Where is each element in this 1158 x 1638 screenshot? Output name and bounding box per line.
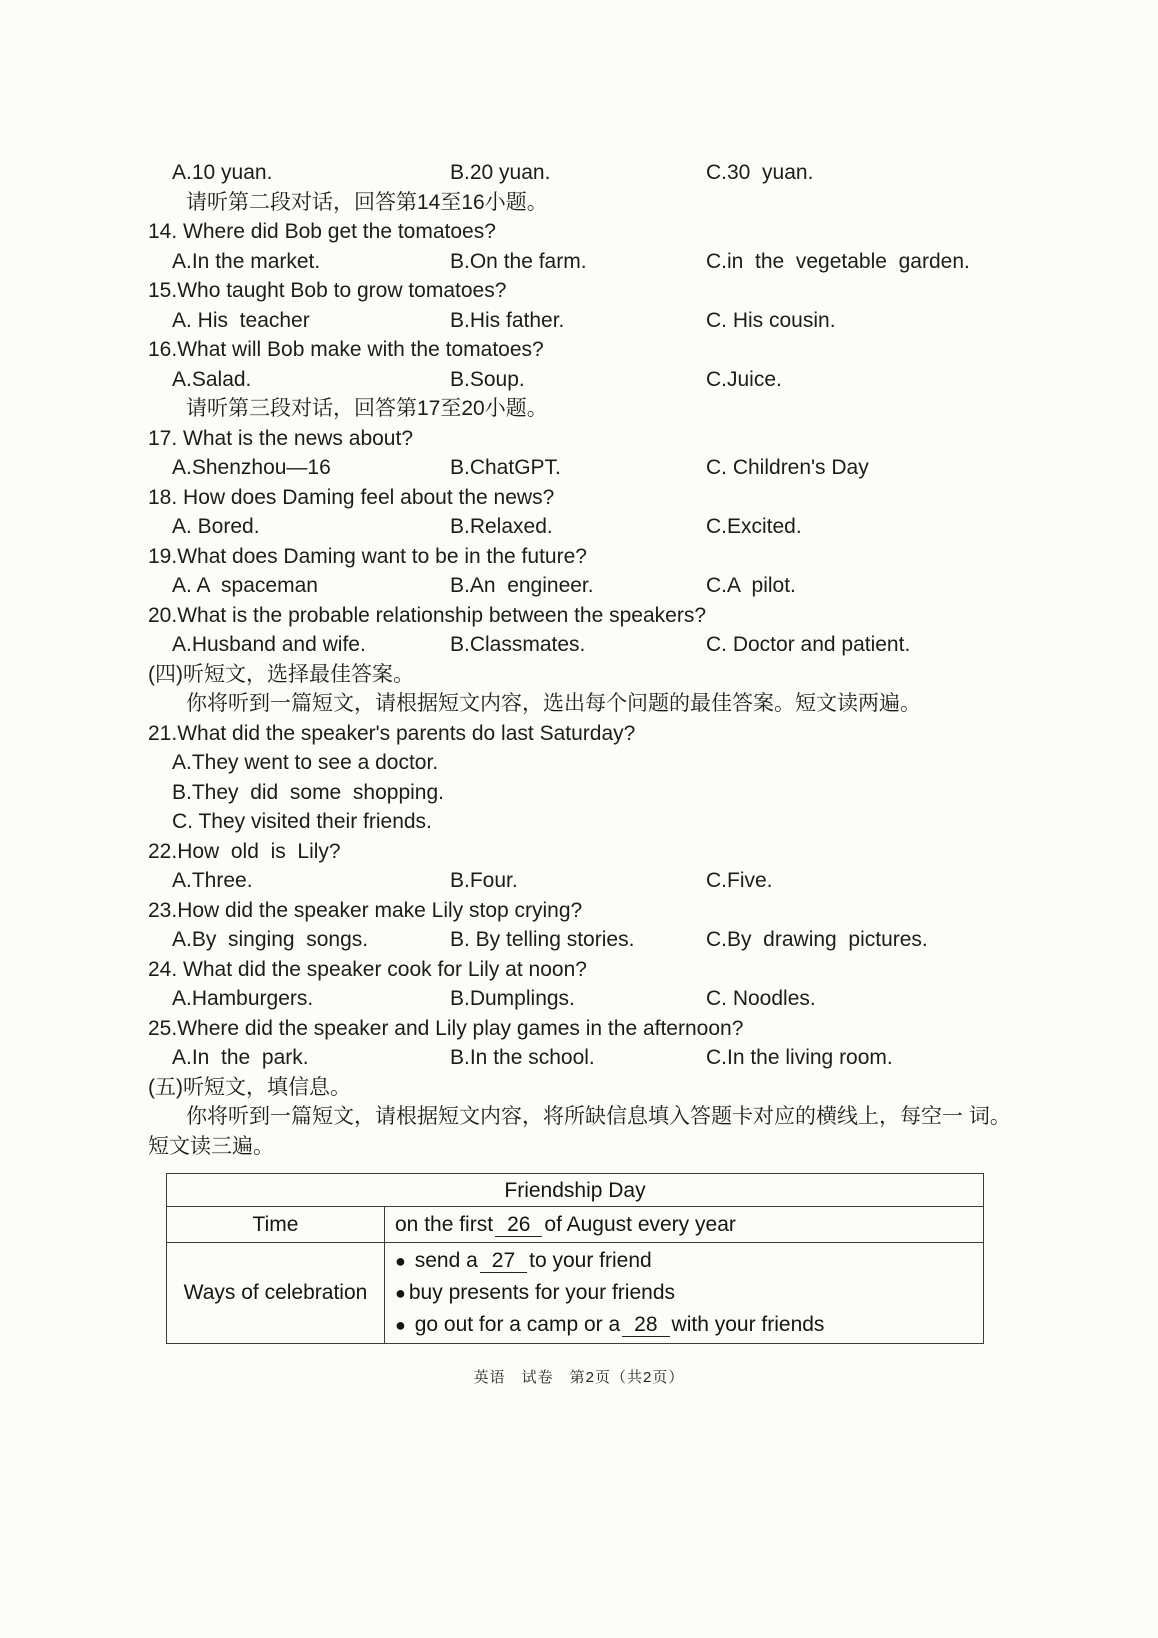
options-row [148,306,1040,336]
option-a: A.10 yuan. [172,161,273,184]
option-a: A.In the market. [172,249,321,273]
option-b: B.On the farm. [450,249,587,273]
table-text: go out for a camp or a [408,1313,621,1336]
question-line: 18. How does Daming feel about the news? [148,485,555,509]
fill-in-blank-number: 27 [480,1249,527,1273]
option-a: A.In the park. [172,1046,309,1069]
option-b: B.His father. [450,308,565,332]
question-line: 14. Where did Bob get the tomatoes? [148,220,496,243]
option-a: A.Husband and wife. [172,633,366,656]
option-c: C. Children's Day [706,456,869,479]
options-row [148,247,1040,277]
options-row [148,984,1040,1014]
option-a: A.Shenzhou—16 [172,456,331,479]
table-row-label: Time [167,1207,385,1242]
table-row-label: Ways of celebration [167,1243,385,1343]
options-row [148,453,1040,483]
question-line: 19.What does Daming want to be in the future? [148,544,587,568]
table-row-content [385,1207,983,1242]
option-b: B.In the school. [450,1046,595,1069]
options-row [148,571,1040,601]
table-text: buy presents for your friends [408,1281,676,1304]
options-row [148,158,1040,188]
chinese-text: 短文读三遍。 [148,1134,274,1158]
option-c: C.A pilot. [706,574,796,597]
option-b: B.Classmates. [450,633,586,656]
option-c: C.30 yuan. [706,161,814,184]
option-b: B.ChatGPT. [450,456,561,479]
friendship-day-table [166,1173,984,1344]
table-text: send a [408,1249,478,1272]
option-a: A. A spaceman [172,574,318,597]
table-content-line [395,1245,973,1277]
option-a: A.Salad. [172,367,252,391]
section-heading: (五)听短文，填信息。 [148,1075,351,1099]
table-content-line [395,1309,973,1341]
question-line: 15.Who taught Bob to grow tomatoes? [148,279,507,302]
section-heading: (四)听短文，选择最佳答案。 [148,662,414,686]
table-title: Friendship Day [167,1174,983,1207]
table-content-line [395,1277,973,1309]
table-row [167,1207,983,1243]
option-c: C. His cousin. [706,308,836,332]
page-footer: 英语 试卷 第2页（共2页） [473,1369,685,1386]
chinese-instruction: 你将听到一篇短文，请根据短文内容，将所缺信息填入答题卡对应的横线上，每空一 词。 [186,1105,1011,1128]
bullet-icon: ● [395,1283,406,1303]
table-text: to your friend [529,1249,652,1272]
option-b: B.An engineer. [450,574,594,597]
option-c: C. Doctor and patient. [706,633,911,656]
question-line: 25.Where did the speaker and Lily play games in the afternoon? [148,1016,744,1040]
option-a: A.Three. [172,869,253,892]
option-b: B.Soup. [450,367,525,391]
option-line: A.They went to see a doctor. [172,751,439,774]
option-b: B.Dumplings. [450,987,575,1010]
question-line: 22.How old is Lily? [148,839,341,863]
option-b: B.Four. [450,869,518,892]
table-text: on the first [395,1213,494,1236]
options-row [148,1043,1040,1073]
option-c: C.Five. [706,869,773,892]
options-row [148,512,1040,542]
question-line: 21.What did the speaker's parents do last Saturday? [148,721,636,745]
chinese-instruction: 请听第三段对话，回答第17至20小题。 [186,397,548,420]
table-row [167,1243,983,1343]
option-a: A.By singing songs. [172,928,369,951]
option-a: A.Hamburgers. [172,987,314,1010]
option-b: B. By telling stories. [450,928,635,951]
option-a: A. Bored. [172,515,260,538]
options-row [148,925,1040,955]
question-line: 20.What is the probable relationship between the speakers? [148,603,707,627]
exam-content [148,158,1040,1344]
fill-in-blank-number: 26 [495,1213,542,1237]
option-c: C.Juice. [706,367,782,391]
question-line: 24. What did the speaker cook for Lily at noon? [148,957,587,981]
table-text: with your friends [671,1313,825,1336]
option-line: B.They did some shopping. [172,780,444,804]
option-b: B.Relaxed. [450,515,553,538]
chinese-instruction: 请听第二段对话，回答第14至16小题。 [186,190,548,214]
bullet-icon: ● [395,1251,406,1271]
bullet-icon: ● [395,1315,406,1335]
option-c: C.Excited. [706,515,802,538]
option-c: C. Noodles. [706,987,816,1010]
option-line: C. They visited their friends. [172,810,432,833]
option-c: C.By drawing pictures. [706,928,928,951]
option-b: B.20 yuan. [450,161,551,184]
question-line: 23.How did the speaker make Lily stop crying? [148,898,583,922]
table-content-line [395,1209,973,1240]
options-row [148,866,1040,896]
table-text: of August every year [544,1213,736,1236]
chinese-instruction: 你将听到一篇短文，请根据短文内容，选出每个问题的最佳答案。短文读两遍。 [186,692,921,715]
option-a: A. His teacher [172,308,310,332]
question-line: 17. What is the news about? [148,426,413,450]
option-c: C.In the living room. [706,1046,893,1069]
options-row [148,365,1040,395]
option-c: C.in the vegetable garden. [706,249,970,273]
question-line: 16.What will Bob make with the tomatoes? [148,338,544,361]
table-row-content [385,1243,983,1343]
options-row [148,630,1040,660]
fill-in-blank-number: 28 [622,1313,669,1337]
